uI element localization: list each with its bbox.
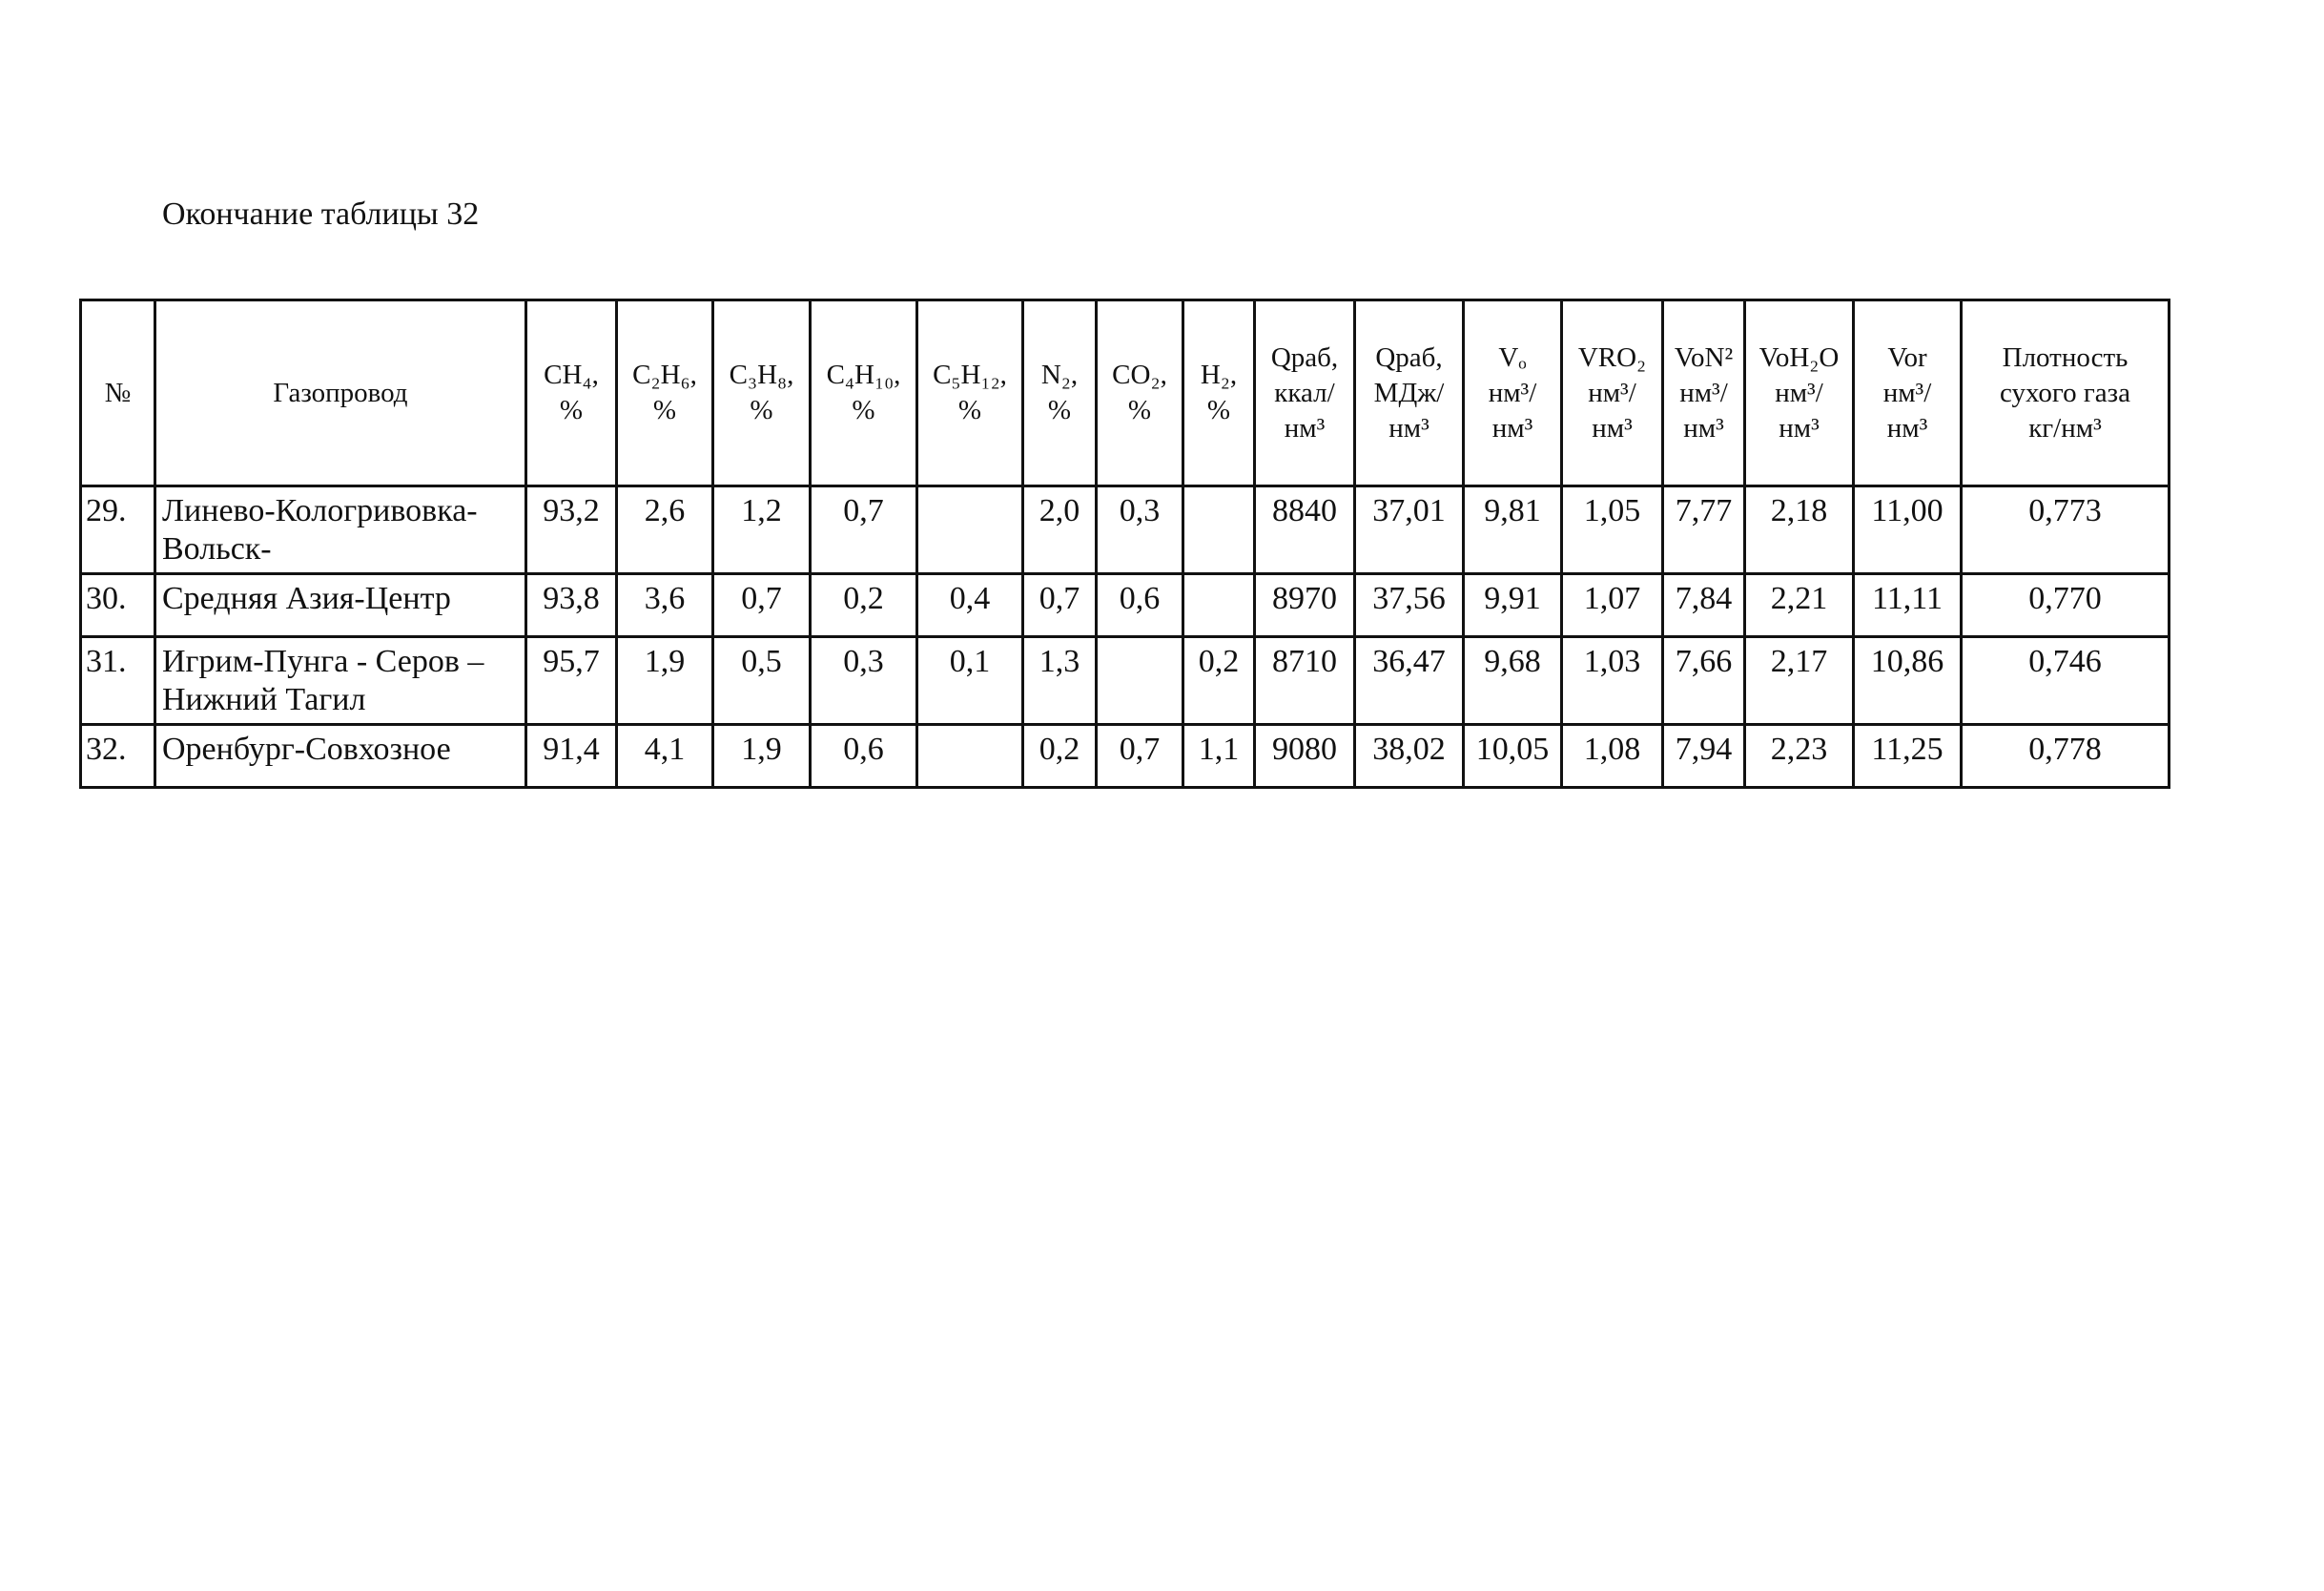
cell-n2: 2,0 [1023, 486, 1097, 574]
cell-q-mj: 37,56 [1355, 574, 1464, 637]
header-c5h12: C₅H₁₂, % [917, 300, 1023, 486]
row-number: 31. [81, 637, 155, 725]
header-h2: H₂, % [1183, 300, 1255, 486]
cell-von2: 7,94 [1663, 725, 1745, 788]
cell-h2: 1,1 [1183, 725, 1255, 788]
header-ch4: CH₄, % [526, 300, 617, 486]
cell-c4h10: 0,7 [811, 486, 917, 574]
table-row [81, 725, 2170, 788]
header-density: Плотность сухого газа кг/нм³ [1962, 300, 2170, 486]
cell-c3h8: 0,7 [713, 574, 811, 637]
cell-vro2: 1,08 [1562, 725, 1663, 788]
cell-vor: 11,11 [1854, 574, 1962, 637]
header-voh2o: VoH₂O нм³/ нм³ [1745, 300, 1854, 486]
cell-q-mj: 38,02 [1355, 725, 1464, 788]
cell-n2: 0,2 [1023, 725, 1097, 788]
header-co2: CO₂, % [1097, 300, 1183, 486]
header-vor: Vor нм³/ нм³ [1854, 300, 1962, 486]
cell-q-mj: 37,01 [1355, 486, 1464, 574]
cell-vro2: 1,07 [1562, 574, 1663, 637]
cell-c5h12: 0,1 [917, 637, 1023, 725]
cell-vro2: 1,03 [1562, 637, 1663, 725]
cell-c3h8: 1,2 [713, 486, 811, 574]
cell-co2: 0,3 [1097, 486, 1183, 574]
header-number: № [81, 300, 155, 486]
cell-ch4: 95,7 [526, 637, 617, 725]
cell-v0: 9,68 [1464, 637, 1562, 725]
header-pipeline: Газопровод [155, 300, 526, 486]
cell-c4h10: 0,3 [811, 637, 917, 725]
cell-voh2o: 2,17 [1745, 637, 1854, 725]
cell-c4h10: 0,6 [811, 725, 917, 788]
cell-v0: 10,05 [1464, 725, 1562, 788]
cell-q-kcal: 8710 [1255, 637, 1355, 725]
cell-c5h12 [917, 486, 1023, 574]
cell-density: 0,778 [1962, 725, 2170, 788]
table-row [81, 486, 2170, 574]
cell-ch4: 91,4 [526, 725, 617, 788]
cell-density: 0,746 [1962, 637, 2170, 725]
cell-v0: 9,81 [1464, 486, 1562, 574]
header-c4h10: C₄H₁₀, % [811, 300, 917, 486]
header-c3h8: C₃H₈, % [713, 300, 811, 486]
cell-density: 0,773 [1962, 486, 2170, 574]
header-n2: N₂, % [1023, 300, 1097, 486]
cell-co2: 0,7 [1097, 725, 1183, 788]
cell-c5h12 [917, 725, 1023, 788]
cell-h2 [1183, 486, 1255, 574]
header-vro2: VRO₂ нм³/ нм³ [1562, 300, 1663, 486]
cell-q-kcal: 9080 [1255, 725, 1355, 788]
cell-c3h8: 0,5 [713, 637, 811, 725]
cell-c3h8: 1,9 [713, 725, 811, 788]
header-row [81, 300, 2170, 486]
cell-q-mj: 36,47 [1355, 637, 1464, 725]
cell-voh2o: 2,18 [1745, 486, 1854, 574]
table-row [81, 574, 2170, 637]
cell-c5h12: 0,4 [917, 574, 1023, 637]
cell-c2h6: 4,1 [617, 725, 713, 788]
table-row [81, 637, 2170, 725]
pipeline-name: Линево-Кологривовка- Вольск- [155, 486, 526, 574]
header-c2h6: C₂H₆, % [617, 300, 713, 486]
cell-ch4: 93,8 [526, 574, 617, 637]
cell-von2: 7,66 [1663, 637, 1745, 725]
cell-co2: 0,6 [1097, 574, 1183, 637]
header-v0: Vₒ нм³/ нм³ [1464, 300, 1562, 486]
pipeline-name: Средняя Азия-Центр [155, 574, 526, 637]
cell-v0: 9,91 [1464, 574, 1562, 637]
cell-h2 [1183, 574, 1255, 637]
row-number: 32. [81, 725, 155, 788]
cell-q-kcal: 8840 [1255, 486, 1355, 574]
cell-vor: 11,25 [1854, 725, 1962, 788]
cell-voh2o: 2,23 [1745, 725, 1854, 788]
cell-vor: 11,00 [1854, 486, 1962, 574]
cell-n2: 0,7 [1023, 574, 1097, 637]
header-von2: VoN² нм³/ нм³ [1663, 300, 1745, 486]
cell-density: 0,770 [1962, 574, 2170, 637]
cell-von2: 7,77 [1663, 486, 1745, 574]
cell-h2: 0,2 [1183, 637, 1255, 725]
row-number: 30. [81, 574, 155, 637]
header-q-mj: Qраб, МДж/ нм³ [1355, 300, 1464, 486]
cell-n2: 1,3 [1023, 637, 1097, 725]
row-number: 29. [81, 486, 155, 574]
cell-c4h10: 0,2 [811, 574, 917, 637]
cell-ch4: 93,2 [526, 486, 617, 574]
pipeline-name: Оренбург-Совхозное [155, 725, 526, 788]
cell-von2: 7,84 [1663, 574, 1745, 637]
pipeline-name: Игрим-Пунга - Серов – Нижний Тагил [155, 637, 526, 725]
cell-c2h6: 1,9 [617, 637, 713, 725]
cell-vro2: 1,05 [1562, 486, 1663, 574]
table-caption: Окончание таблицы 32 [162, 196, 480, 232]
cell-c2h6: 3,6 [617, 574, 713, 637]
header-q-kcal: Qраб, ккал/ нм³ [1255, 300, 1355, 486]
cell-co2 [1097, 637, 1183, 725]
cell-c2h6: 2,6 [617, 486, 713, 574]
cell-q-kcal: 8970 [1255, 574, 1355, 637]
cell-vor: 10,86 [1854, 637, 1962, 725]
cell-voh2o: 2,21 [1745, 574, 1854, 637]
gas-composition-table [79, 299, 2170, 789]
